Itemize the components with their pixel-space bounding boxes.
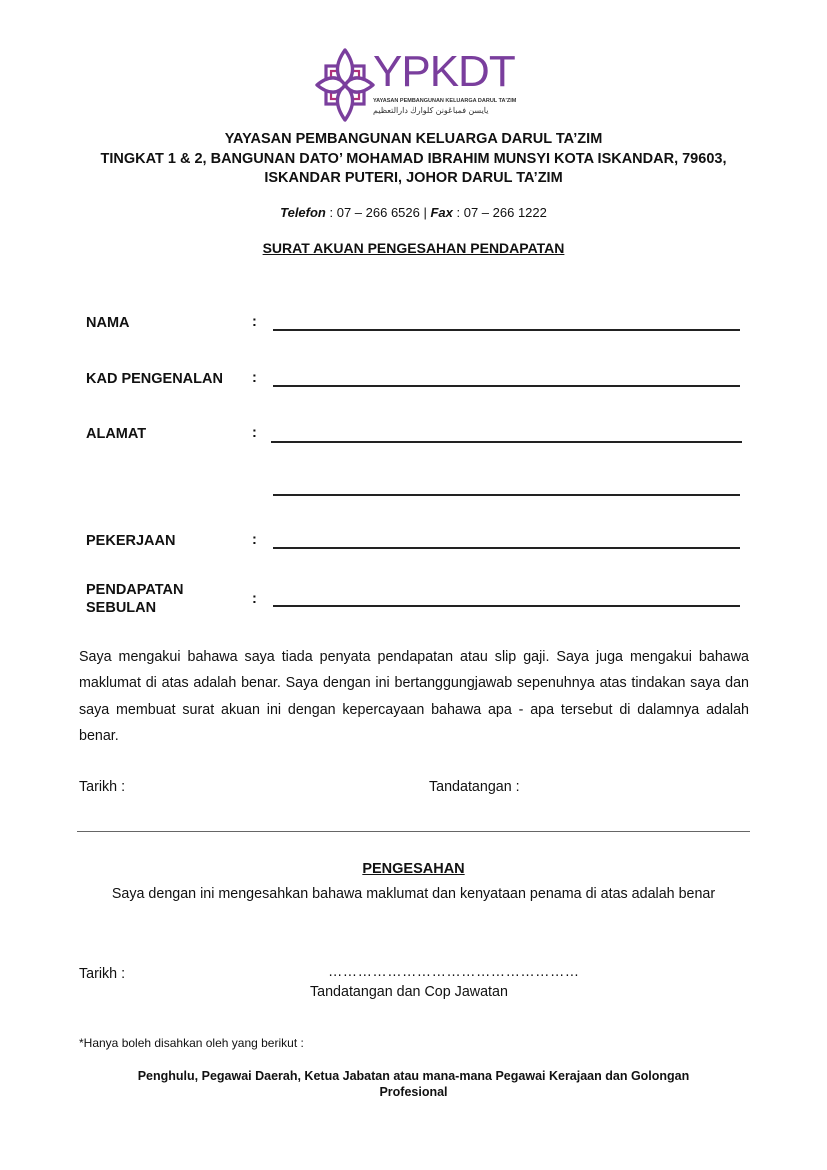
applicant-signature-label: Tandatangan : bbox=[429, 779, 520, 795]
field-label-nama: NAMA bbox=[86, 315, 130, 331]
signature-caption: Tandatangan dan Cop Jawatan bbox=[310, 984, 508, 1000]
verification-statement: Saya dengan ini mengesahkan bahawa maklumat dan kenyataan penama di atas adalah benar bbox=[111, 886, 716, 902]
field-label-alamat: ALAMAT bbox=[86, 426, 147, 442]
phone-value: : 07 – 266 6526 | bbox=[329, 205, 427, 220]
field-colon: : bbox=[252, 532, 257, 548]
document-title: SURAT AKUAN PENGESAHAN PENDAPATAN bbox=[262, 240, 565, 256]
authorities-line-2: Profesional bbox=[379, 1085, 448, 1099]
address-line-1: TINGKAT 1 & 2, BANGUNAN DATO’ MOHAMAD IBRAHIM MUNSYI KOTA ISKANDAR, 79603, bbox=[100, 151, 727, 167]
declaration-paragraph: Saya mengakui bahawa saya tiada penyata pendapatan atau slip gaji. Saya juga mengakui bahawa maklumat di atas adalah benar. Saya dengan ini bertanggungjawab sepenuhnya atas tindakan saya dan saya membuat surat akuan ini dengan kepercayaan bahawa apa - apa tersebut di dalamnya adalah benar. bbox=[79, 649, 749, 744]
flower-emblem-icon bbox=[315, 46, 375, 126]
fax-value: : 07 – 266 1222 bbox=[456, 205, 547, 220]
alamat-input-line-1[interactable] bbox=[271, 441, 742, 443]
pendapatan-sebulan-input-line[interactable] bbox=[273, 605, 740, 607]
ypkdt-logo bbox=[315, 46, 515, 126]
field-colon: : bbox=[252, 314, 257, 330]
verification-heading: PENGESAHAN bbox=[362, 861, 465, 877]
logo-jawi-text: يايسن فمباڠونن كلوارڬ دارالتعظيم bbox=[373, 106, 489, 115]
verifier-date-label: Tarikh : bbox=[79, 966, 126, 982]
alamat-input-line-2[interactable] bbox=[273, 494, 740, 496]
field-label-pendapatan: PENDAPATAN bbox=[86, 582, 184, 598]
phone-label: Telefon bbox=[280, 205, 326, 220]
nama-input-line[interactable] bbox=[273, 329, 740, 331]
signature-dotted-line[interactable]: …………………………………………… bbox=[328, 964, 580, 980]
fax-label: Fax bbox=[430, 205, 453, 220]
authorities-line-1: Penghulu, Pegawai Daerah, Ketua Jabatan atau mana-mana Pegawai Kerajaan dan Golongan bbox=[137, 1069, 690, 1083]
field-colon: : bbox=[252, 591, 257, 607]
section-divider bbox=[77, 831, 750, 832]
org-name: YAYASAN PEMBANGUNAN KELUARGA DARUL TA’ZIM bbox=[224, 131, 603, 147]
address-line-2: ISKANDAR PUTERI, JOHOR DARUL TA’ZIM bbox=[264, 170, 563, 186]
footer-note: *Hanya boleh disahkan oleh yang berikut : bbox=[79, 1036, 304, 1050]
pekerjaan-input-line[interactable] bbox=[273, 547, 740, 549]
logo-wordmark: YPKDT bbox=[373, 47, 515, 96]
field-label-pekerjaan: PEKERJAAN bbox=[86, 533, 176, 549]
applicant-date-label: Tarikh : bbox=[79, 779, 126, 795]
logo-subtitle: YAYASAN PEMBANGUNAN KELUARGA DARUL TA'ZIM bbox=[373, 98, 517, 104]
kad-pengenalan-input-line[interactable] bbox=[273, 385, 740, 387]
field-label-sebulan: SEBULAN bbox=[86, 600, 157, 616]
field-colon: : bbox=[252, 370, 257, 386]
field-colon: : bbox=[252, 425, 257, 441]
contact-line bbox=[0, 205, 827, 220]
field-label-kad-pengenalan: KAD PENGENALAN bbox=[86, 371, 223, 387]
